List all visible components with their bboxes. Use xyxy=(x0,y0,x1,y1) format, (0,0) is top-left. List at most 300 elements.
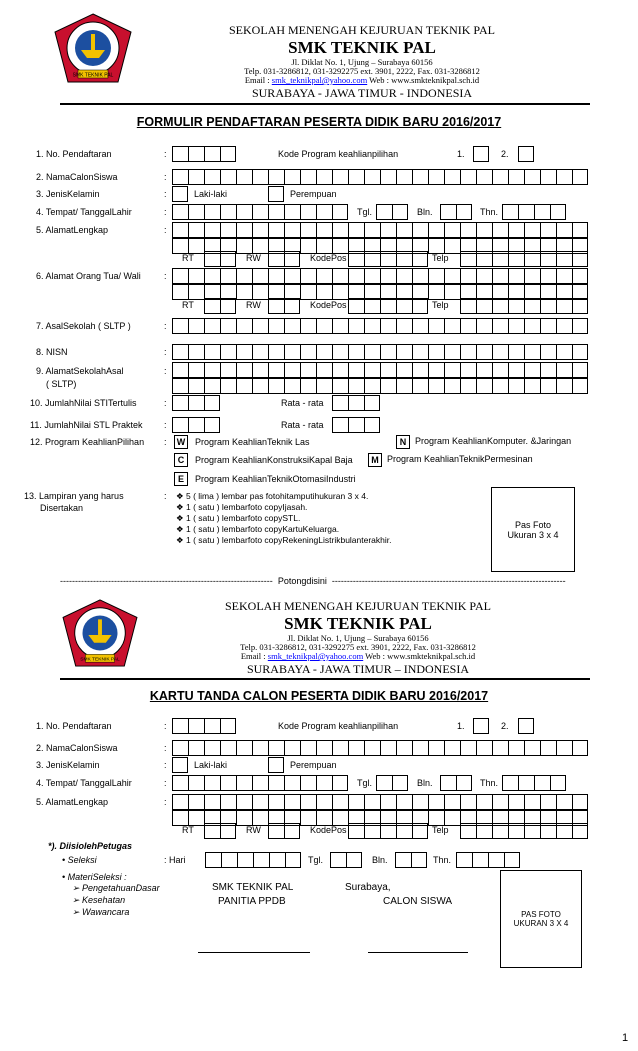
char-box[interactable] xyxy=(316,794,332,810)
telp-boxes[interactable] xyxy=(460,251,588,267)
char-box[interactable] xyxy=(364,794,380,810)
char-box[interactable] xyxy=(188,718,204,734)
char-box[interactable] xyxy=(220,823,236,839)
char-box[interactable] xyxy=(364,318,380,334)
char-box[interactable] xyxy=(524,362,540,378)
char-box[interactable] xyxy=(540,740,556,756)
char-box[interactable] xyxy=(252,775,268,791)
char-box[interactable] xyxy=(492,794,508,810)
char-box[interactable] xyxy=(556,169,572,185)
char-box[interactable] xyxy=(392,204,408,220)
char-box[interactable] xyxy=(348,222,364,238)
char-box[interactable] xyxy=(396,740,412,756)
char-box[interactable] xyxy=(412,222,428,238)
char-box[interactable] xyxy=(364,298,380,314)
char-box[interactable] xyxy=(534,775,550,791)
no-pendaftaran-boxes[interactable] xyxy=(172,146,236,162)
char-box[interactable] xyxy=(524,823,540,839)
char-box[interactable] xyxy=(188,238,204,254)
char-box[interactable] xyxy=(556,251,572,267)
char-box[interactable] xyxy=(540,344,556,360)
char-box[interactable] xyxy=(460,823,476,839)
char-box[interactable] xyxy=(524,251,540,267)
char-box[interactable] xyxy=(268,298,284,314)
char-box[interactable] xyxy=(412,378,428,394)
char-box[interactable] xyxy=(268,362,284,378)
char-box[interactable] xyxy=(252,740,268,756)
char-box[interactable] xyxy=(412,251,428,267)
char-box[interactable] xyxy=(412,740,428,756)
char-box[interactable] xyxy=(396,344,412,360)
char-box[interactable] xyxy=(332,794,348,810)
char-box[interactable] xyxy=(284,222,300,238)
char-box[interactable] xyxy=(236,318,252,334)
char-box[interactable] xyxy=(396,222,412,238)
char-box[interactable] xyxy=(300,204,316,220)
char-box[interactable] xyxy=(332,238,348,254)
char-box[interactable] xyxy=(540,298,556,314)
char-box[interactable] xyxy=(396,251,412,267)
char-box[interactable] xyxy=(236,740,252,756)
char-box[interactable] xyxy=(332,268,348,284)
char-box[interactable] xyxy=(172,146,188,162)
char-box[interactable] xyxy=(204,823,220,839)
char-box[interactable] xyxy=(252,284,268,300)
char-box[interactable] xyxy=(524,344,540,360)
char-box[interactable] xyxy=(284,344,300,360)
char-box[interactable] xyxy=(444,268,460,284)
card-pilihan-1-box[interactable] xyxy=(473,718,489,734)
char-box[interactable] xyxy=(508,740,524,756)
char-box[interactable] xyxy=(236,362,252,378)
char-box[interactable] xyxy=(220,222,236,238)
char-box[interactable] xyxy=(188,378,204,394)
char-box[interactable] xyxy=(412,298,428,314)
char-box[interactable] xyxy=(396,794,412,810)
char-box[interactable] xyxy=(188,318,204,334)
char-box[interactable] xyxy=(508,318,524,334)
char-box[interactable] xyxy=(348,378,364,394)
char-box[interactable] xyxy=(460,362,476,378)
char-box[interactable] xyxy=(380,318,396,334)
char-box[interactable] xyxy=(204,318,220,334)
char-box[interactable] xyxy=(428,794,444,810)
char-box[interactable] xyxy=(440,204,456,220)
char-box[interactable] xyxy=(572,362,588,378)
rata-sti-boxes[interactable] xyxy=(332,395,380,411)
char-box[interactable] xyxy=(524,298,540,314)
char-box[interactable] xyxy=(428,740,444,756)
nama-boxes[interactable] xyxy=(172,169,588,185)
char-box[interactable] xyxy=(316,378,332,394)
char-box[interactable] xyxy=(204,251,220,267)
char-box[interactable] xyxy=(268,344,284,360)
char-box[interactable] xyxy=(364,222,380,238)
char-box[interactable] xyxy=(502,775,518,791)
char-box[interactable] xyxy=(220,169,236,185)
char-box[interactable] xyxy=(380,362,396,378)
char-box[interactable] xyxy=(332,204,348,220)
char-box[interactable] xyxy=(284,740,300,756)
char-box[interactable] xyxy=(221,852,237,868)
char-box[interactable] xyxy=(205,852,221,868)
char-box[interactable] xyxy=(428,362,444,378)
kodepos-boxes[interactable] xyxy=(348,251,428,267)
char-box[interactable] xyxy=(428,238,444,254)
char-box[interactable] xyxy=(572,251,588,267)
char-box[interactable] xyxy=(188,204,204,220)
tgl-boxes[interactable] xyxy=(376,204,408,220)
char-box[interactable] xyxy=(540,823,556,839)
char-box[interactable] xyxy=(188,740,204,756)
char-box[interactable] xyxy=(396,169,412,185)
char-box[interactable] xyxy=(476,251,492,267)
char-box[interactable] xyxy=(518,775,534,791)
char-box[interactable] xyxy=(220,362,236,378)
char-box[interactable] xyxy=(476,362,492,378)
char-box[interactable] xyxy=(300,222,316,238)
char-box[interactable] xyxy=(428,378,444,394)
char-box[interactable] xyxy=(444,378,460,394)
char-box[interactable] xyxy=(172,362,188,378)
char-box[interactable] xyxy=(460,169,476,185)
char-box[interactable] xyxy=(300,284,316,300)
nisn-boxes[interactable] xyxy=(172,344,588,360)
char-box[interactable] xyxy=(284,378,300,394)
char-box[interactable] xyxy=(188,268,204,284)
char-box[interactable] xyxy=(444,169,460,185)
char-box[interactable] xyxy=(220,318,236,334)
char-box[interactable] xyxy=(492,318,508,334)
char-box[interactable] xyxy=(380,268,396,284)
char-box[interactable] xyxy=(492,378,508,394)
char-box[interactable] xyxy=(508,222,524,238)
char-box[interactable] xyxy=(572,823,588,839)
char-box[interactable] xyxy=(284,775,300,791)
char-box[interactable] xyxy=(508,823,524,839)
char-box[interactable] xyxy=(412,169,428,185)
char-box[interactable] xyxy=(412,362,428,378)
char-box[interactable] xyxy=(444,222,460,238)
char-box[interactable] xyxy=(236,344,252,360)
char-box[interactable] xyxy=(456,852,472,868)
char-box[interactable] xyxy=(348,298,364,314)
kodepos-boxes[interactable] xyxy=(348,298,428,314)
char-box[interactable] xyxy=(380,378,396,394)
char-box[interactable] xyxy=(396,298,412,314)
laki-laki-checkbox[interactable] xyxy=(172,186,188,202)
char-box[interactable] xyxy=(412,318,428,334)
card-perempuan-checkbox[interactable] xyxy=(268,757,284,773)
char-box[interactable] xyxy=(204,268,220,284)
card-rt-boxes[interactable] xyxy=(204,823,236,839)
char-box[interactable] xyxy=(508,344,524,360)
char-box[interactable] xyxy=(236,284,252,300)
char-box[interactable] xyxy=(556,268,572,284)
char-box[interactable] xyxy=(556,318,572,334)
char-box[interactable] xyxy=(556,823,572,839)
char-box[interactable] xyxy=(396,362,412,378)
char-box[interactable] xyxy=(460,378,476,394)
char-box[interactable] xyxy=(540,378,556,394)
card-telp-boxes[interactable] xyxy=(460,823,588,839)
char-box[interactable] xyxy=(236,204,252,220)
char-box[interactable] xyxy=(300,362,316,378)
char-box[interactable] xyxy=(316,775,332,791)
char-box[interactable] xyxy=(253,852,269,868)
char-box[interactable] xyxy=(204,718,220,734)
char-box[interactable] xyxy=(172,169,188,185)
card-laki-laki-checkbox[interactable] xyxy=(172,757,188,773)
char-box[interactable] xyxy=(284,362,300,378)
card-kodepos-boxes[interactable] xyxy=(348,823,428,839)
char-box[interactable] xyxy=(476,222,492,238)
char-box[interactable] xyxy=(572,740,588,756)
char-box[interactable] xyxy=(508,794,524,810)
char-box[interactable] xyxy=(476,318,492,334)
char-box[interactable] xyxy=(476,794,492,810)
char-box[interactable] xyxy=(364,740,380,756)
bln-boxes[interactable] xyxy=(440,204,472,220)
char-box[interactable] xyxy=(524,169,540,185)
char-box[interactable] xyxy=(284,169,300,185)
program-w-checkbox[interactable]: W xyxy=(174,435,188,449)
char-box[interactable] xyxy=(220,718,236,734)
char-box[interactable] xyxy=(284,251,300,267)
char-box[interactable] xyxy=(300,794,316,810)
char-box[interactable] xyxy=(476,740,492,756)
char-box[interactable] xyxy=(460,740,476,756)
char-box[interactable] xyxy=(332,318,348,334)
char-box[interactable] xyxy=(428,268,444,284)
char-box[interactable] xyxy=(204,204,220,220)
card-tgl-boxes[interactable] xyxy=(376,775,408,791)
char-box[interactable] xyxy=(268,268,284,284)
card-alamat-boxes-1[interactable] xyxy=(172,794,588,810)
char-box[interactable] xyxy=(316,362,332,378)
char-box[interactable] xyxy=(172,222,188,238)
char-box[interactable] xyxy=(364,378,380,394)
pilihan-2-box[interactable] xyxy=(518,146,534,162)
char-box[interactable] xyxy=(348,318,364,334)
char-box[interactable] xyxy=(300,268,316,284)
rt-boxes[interactable] xyxy=(204,298,236,314)
char-box[interactable] xyxy=(204,395,220,411)
alamat-ortu-boxes-1[interactable] xyxy=(172,268,588,284)
char-box[interactable] xyxy=(540,222,556,238)
char-box[interactable] xyxy=(268,794,284,810)
char-box[interactable] xyxy=(268,775,284,791)
char-box[interactable] xyxy=(316,238,332,254)
char-box[interactable] xyxy=(444,794,460,810)
char-box[interactable] xyxy=(508,268,524,284)
char-box[interactable] xyxy=(188,169,204,185)
char-box[interactable] xyxy=(395,852,411,868)
char-box[interactable] xyxy=(300,775,316,791)
char-box[interactable] xyxy=(268,318,284,334)
char-box[interactable] xyxy=(172,378,188,394)
char-box[interactable] xyxy=(284,298,300,314)
char-box[interactable] xyxy=(508,298,524,314)
char-box[interactable] xyxy=(380,298,396,314)
char-box[interactable] xyxy=(556,794,572,810)
char-box[interactable] xyxy=(188,395,204,411)
char-box[interactable] xyxy=(236,378,252,394)
char-box[interactable] xyxy=(428,344,444,360)
char-box[interactable] xyxy=(412,823,428,839)
char-box[interactable] xyxy=(348,344,364,360)
char-box[interactable] xyxy=(204,344,220,360)
char-box[interactable] xyxy=(204,362,220,378)
char-box[interactable] xyxy=(518,204,534,220)
char-box[interactable] xyxy=(204,794,220,810)
program-e-checkbox[interactable]: E xyxy=(174,472,188,486)
char-box[interactable] xyxy=(476,268,492,284)
char-box[interactable] xyxy=(172,284,188,300)
char-box[interactable] xyxy=(268,204,284,220)
pilihan-1-box[interactable] xyxy=(473,146,489,162)
char-box[interactable] xyxy=(456,204,472,220)
char-box[interactable] xyxy=(556,740,572,756)
char-box[interactable] xyxy=(268,740,284,756)
char-box[interactable] xyxy=(172,268,188,284)
char-box[interactable] xyxy=(188,810,204,826)
char-box[interactable] xyxy=(492,344,508,360)
char-box[interactable] xyxy=(428,284,444,300)
char-box[interactable] xyxy=(188,344,204,360)
alamat-sekolah-boxes-2[interactable] xyxy=(172,378,588,394)
char-box[interactable] xyxy=(348,395,364,411)
char-box[interactable] xyxy=(284,794,300,810)
char-box[interactable] xyxy=(380,222,396,238)
char-box[interactable] xyxy=(220,344,236,360)
char-box[interactable] xyxy=(316,222,332,238)
char-box[interactable] xyxy=(444,318,460,334)
char-box[interactable] xyxy=(236,238,252,254)
char-box[interactable] xyxy=(492,251,508,267)
char-box[interactable] xyxy=(332,222,348,238)
char-box[interactable] xyxy=(316,169,332,185)
char-box[interactable] xyxy=(252,222,268,238)
char-box[interactable] xyxy=(488,852,504,868)
char-box[interactable] xyxy=(428,810,444,826)
char-box[interactable] xyxy=(380,823,396,839)
char-box[interactable] xyxy=(332,775,348,791)
char-box[interactable] xyxy=(460,251,476,267)
telp-boxes[interactable] xyxy=(460,298,588,314)
char-box[interactable] xyxy=(540,794,556,810)
char-box[interactable] xyxy=(502,204,518,220)
char-box[interactable] xyxy=(572,222,588,238)
char-box[interactable] xyxy=(460,344,476,360)
char-box[interactable] xyxy=(172,718,188,734)
email-link[interactable]: smk_teknikpal@yahoo.com xyxy=(267,651,364,661)
char-box[interactable] xyxy=(396,378,412,394)
char-box[interactable] xyxy=(476,169,492,185)
char-box[interactable] xyxy=(440,775,456,791)
char-box[interactable] xyxy=(572,169,588,185)
char-box[interactable] xyxy=(316,344,332,360)
char-box[interactable] xyxy=(252,794,268,810)
char-box[interactable] xyxy=(492,823,508,839)
char-box[interactable] xyxy=(348,362,364,378)
char-box[interactable] xyxy=(220,204,236,220)
nilai-stl-boxes[interactable] xyxy=(172,417,220,433)
card-thn-boxes[interactable] xyxy=(502,775,566,791)
char-box[interactable] xyxy=(284,268,300,284)
char-box[interactable] xyxy=(492,298,508,314)
char-box[interactable] xyxy=(411,852,427,868)
char-box[interactable] xyxy=(492,362,508,378)
char-box[interactable] xyxy=(348,268,364,284)
char-box[interactable] xyxy=(572,318,588,334)
char-box[interactable] xyxy=(172,318,188,334)
char-box[interactable] xyxy=(252,344,268,360)
char-box[interactable] xyxy=(300,810,316,826)
char-box[interactable] xyxy=(204,378,220,394)
char-box[interactable] xyxy=(364,823,380,839)
char-box[interactable] xyxy=(412,794,428,810)
char-box[interactable] xyxy=(220,775,236,791)
program-n-checkbox[interactable]: N xyxy=(396,435,410,449)
char-box[interactable] xyxy=(268,169,284,185)
alamat-boxes-1[interactable] xyxy=(172,222,588,238)
char-box[interactable] xyxy=(376,204,392,220)
char-box[interactable] xyxy=(572,794,588,810)
asal-sekolah-boxes[interactable] xyxy=(172,318,588,334)
char-box[interactable] xyxy=(332,417,348,433)
char-box[interactable] xyxy=(364,362,380,378)
char-box[interactable] xyxy=(556,344,572,360)
char-box[interactable] xyxy=(346,852,362,868)
nilai-sti-boxes[interactable] xyxy=(172,395,220,411)
char-box[interactable] xyxy=(268,222,284,238)
char-box[interactable] xyxy=(332,378,348,394)
char-box[interactable] xyxy=(300,169,316,185)
program-c-checkbox[interactable]: C xyxy=(174,453,188,467)
char-box[interactable] xyxy=(348,169,364,185)
char-box[interactable] xyxy=(220,268,236,284)
char-box[interactable] xyxy=(188,794,204,810)
char-box[interactable] xyxy=(236,775,252,791)
char-box[interactable] xyxy=(524,318,540,334)
char-box[interactable] xyxy=(220,298,236,314)
char-box[interactable] xyxy=(172,238,188,254)
char-box[interactable] xyxy=(556,222,572,238)
char-box[interactable] xyxy=(204,146,220,162)
char-box[interactable] xyxy=(284,204,300,220)
char-box[interactable] xyxy=(460,298,476,314)
seleksi-thn-boxes[interactable] xyxy=(456,852,520,868)
char-box[interactable] xyxy=(220,251,236,267)
rw-boxes[interactable] xyxy=(268,251,300,267)
char-box[interactable] xyxy=(269,852,285,868)
char-box[interactable] xyxy=(476,298,492,314)
char-box[interactable] xyxy=(444,238,460,254)
char-box[interactable] xyxy=(332,810,348,826)
char-box[interactable] xyxy=(172,204,188,220)
char-box[interactable] xyxy=(524,222,540,238)
char-box[interactable] xyxy=(540,251,556,267)
char-box[interactable] xyxy=(540,268,556,284)
char-box[interactable] xyxy=(392,775,408,791)
char-box[interactable] xyxy=(268,251,284,267)
char-box[interactable] xyxy=(348,823,364,839)
char-box[interactable] xyxy=(364,344,380,360)
char-box[interactable] xyxy=(252,169,268,185)
char-box[interactable] xyxy=(444,284,460,300)
char-box[interactable] xyxy=(364,268,380,284)
